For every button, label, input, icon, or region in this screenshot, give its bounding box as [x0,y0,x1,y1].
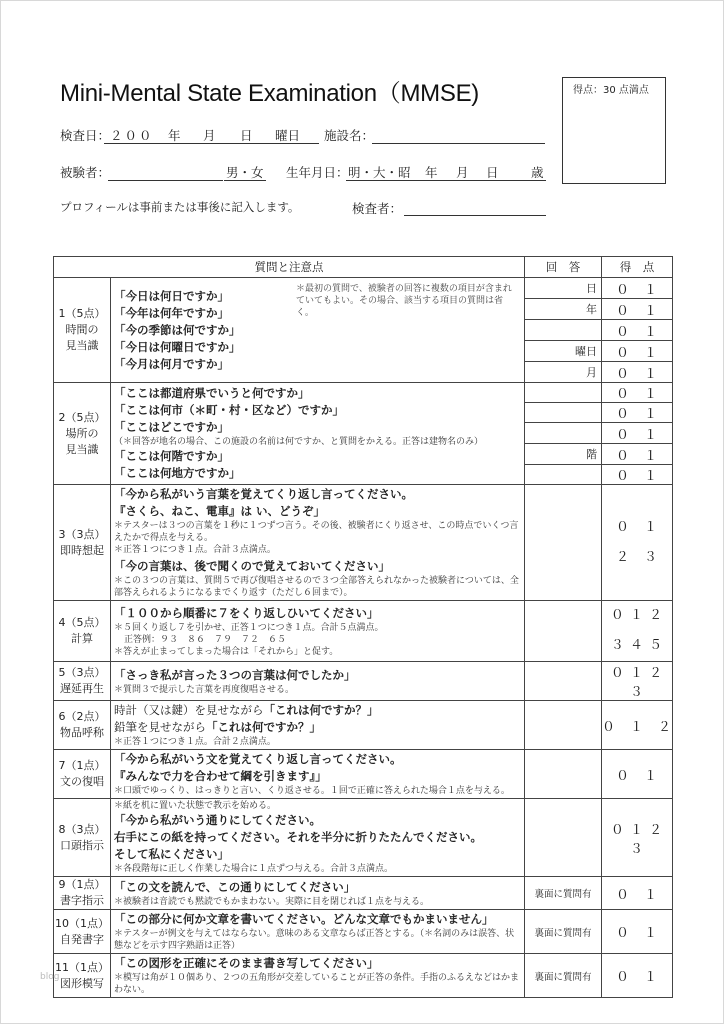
examiner-field[interactable] [404,215,546,216]
answer-naming[interactable] [525,701,602,750]
sec2-note: （＊回答が地名の場合、この施設の名前は何ですか、と質問をかえる。正答は建物名のみ） [114,437,484,447]
sec2-name2: 見当識 [65,442,99,456]
score-naming[interactable]: ０ １ ２ [602,701,673,750]
exam-date-year: ２００ [110,128,154,143]
sec10-num: 10（1点） [55,916,109,930]
question-read: 「この文を読んで、この通りにしてください」 [114,879,356,894]
question-city: 「ここは何市（＊町・村・区など）ですか」 [114,403,344,417]
score-season[interactable]: ０ １ [602,320,673,341]
question-pencil-ask: 「これは何ですか？」 [206,720,321,734]
question-command-steps: 右手にこの紙を持ってください。それを半分に折りたたんでください。 [114,830,482,844]
score-place[interactable]: ０ １ [602,423,673,444]
sec1-name2: 見当識 [65,339,99,352]
facility-field[interactable] [372,143,545,144]
score-month[interactable]: ０ １ [602,362,673,383]
sec5-questions [111,662,525,701]
sec4-note2: ＊答えが止まってしまった場合は「それから」と促す。 [114,646,339,657]
score-serial7-row1: ０ １ ２ [610,608,664,623]
question-command-intro: 「今から私がいう通りにしてください。 [114,813,321,827]
score-serial7-row2: ３ ４ ５ [610,638,664,653]
sec2-label [54,383,111,485]
sec1-num: 1（5点） [58,307,106,320]
answer-floor[interactable]: 階 [525,444,602,465]
sec3-label [54,485,111,601]
score-year[interactable]: ０ １ [602,299,673,320]
question-day: 「今日は何日ですか」 [114,288,229,303]
sex-underline [224,180,266,181]
question-watch-ask: 「これは何ですか？」 [263,703,379,717]
score-region[interactable]: ０ １ [602,465,673,485]
question-region: 「ここは何地方ですか」 [114,466,241,480]
score-write[interactable]: ０ １ [602,910,673,954]
mmse-table [53,256,673,998]
sec4-example: 正答例：９３ ８６ ７９ ７２ ６５ [124,634,287,645]
month-label: 月 [203,128,216,143]
score-recall[interactable]: ０ １ ２ ３ [602,662,673,701]
sec1-note: ＊最初の質問で、被験者の回答に複数の項目が含まれていてもよい。その場合、該当する項目の質問は省く。 [296,284,512,318]
question-remember: 「今の言葉は、後で聞くので覚えておいてください」 [114,559,390,573]
sec8-note1: ＊紙を机に置いた状態で教示を始める。 [114,801,277,811]
sec9-num: 9（1点） [58,878,106,891]
question-serial7: 「１００から順番に７をくり返しひいてください」 [114,605,379,620]
sec5-name: 遅延再生 [60,682,104,695]
sec11-label [54,954,111,998]
score-read[interactable]: ０ １ [602,877,673,910]
score-serial7[interactable] [602,601,673,662]
birth-label: 生年月日： [286,165,349,180]
sec1-questions [111,278,525,383]
sec6-note: ＊正答１つにつき１点。合計２点満点。 [114,737,276,747]
score-command[interactable]: ０ １ ２ ３ [602,799,673,877]
score-copy[interactable]: ０ １ [602,954,673,998]
answer-year[interactable]: 年 [525,299,602,320]
question-floor: 「ここは何階ですか」 [114,449,229,463]
sec10-name: 自発書字 [60,932,104,946]
sec8-questions [111,799,525,877]
sec4-note1: ＊５回くり返し７を引かせ、正答１つにつき１点。合計５点満点。 [114,622,384,633]
sec5-label [54,662,111,701]
exam-date-field[interactable] [104,143,319,144]
sec7-num: 7（1点） [58,759,106,772]
answer-command[interactable] [525,799,602,877]
birth-month-label: 月 [456,165,469,180]
examiner-label: 検査者： [352,201,403,216]
sex-options[interactable]: 男・女 [226,165,264,180]
answer-repeat[interactable] [525,750,602,799]
question-words: 『さくら、ねこ、電車』は い、どうぞ」 [114,504,326,518]
sec8-name: 口頭指示 [60,838,104,852]
answer-month[interactable]: 月 [525,362,602,383]
watermark: blog [40,972,60,982]
answer-read[interactable]: 裏面に質問有 [525,877,602,910]
question-month: 「今月は何月ですか」 [114,356,229,371]
sec2-questions [111,383,525,485]
header-score: 得 点 [602,257,673,278]
facility-label: 施設名： [324,128,375,143]
sec11-questions [111,954,525,998]
sec6-questions [111,701,525,750]
sec2-num: 2（5点） [58,410,106,424]
sec6-num: 6（2点） [58,710,106,723]
score-registration-row1: ０ １ [615,519,658,535]
sec3-name: 即時想起 [60,543,104,557]
birth-day-label: 日 [486,165,499,180]
subject-label: 被験者： [60,165,111,180]
sec4-name: 計算 [71,632,93,645]
question-recall: 「さっき私が言った３つの言葉は何でしたか」 [114,667,356,682]
score-registration[interactable] [602,485,673,601]
score-box-label: 得点：30 点満点 [573,85,649,96]
sec3-note3: ＊この３つの言葉は、質問５で再び復唱させるので３つ全部答えられなかった被験者については、全部答えられるようになるまでくり返す（ただし６回まで）。 [114,576,519,598]
sec4-label [54,601,111,662]
question-prefecture: 「ここは都道府県でいうと何ですか」 [114,386,310,400]
score-repeat[interactable]: ０ １ [602,750,673,799]
sec10-label [54,910,111,954]
sec8-note2: ＊各段階毎に正しく作業した場合に１点ずつ与える。合計３点満点。 [114,864,394,874]
sec1-label [54,278,111,383]
day-label: 日 [240,128,253,143]
sec11-num: 11（1点） [55,960,109,974]
page-title: Mini-Mental State Examination（MMSE) [60,80,479,107]
question-pencil [114,719,521,736]
era-options[interactable]: 明・大・昭 [348,165,411,180]
sec3-questions [111,485,525,601]
answer-city[interactable] [525,403,602,423]
sec7-questions [111,750,525,799]
score-city[interactable]: ０ １ [602,403,673,423]
question-copy: 「この図形を正確にそのまま書き写してください」 [114,956,379,970]
answer-season[interactable] [525,320,602,341]
question-year: 「今年は何年ですか」 [114,305,229,320]
question-repeat-intro: 「今から私がいう文を覚えてくり返し言ってください。 [114,752,402,766]
answer-serial7[interactable] [525,601,602,662]
question-repeat-sentence: 『みんなで力を合わせて綱を引きます』」 [114,769,327,783]
sec7-name: 文の復唱 [60,775,104,788]
question-watch-action: 時計（又は鍵）を見せながら [114,703,264,717]
score-floor[interactable]: ０ １ [602,444,673,465]
profile-note: プロフィールは事前または事後に記入します。 [60,200,300,214]
header-question: 質問と注意点 [54,257,525,278]
sec3-num: 3（3点） [58,527,106,541]
header-answer: 回 答 [525,257,602,278]
sec7-label [54,750,111,799]
question-pencil-action: 鉛筆を見せながら [114,720,206,734]
answer-recall[interactable] [525,662,602,701]
sec3-note2: ＊正答１つにつき１点。合計３点満点。 [114,545,276,555]
answer-copy[interactable]: 裏面に質問有 [525,954,602,998]
sec11-note: ＊模写は角が１０個あり、２つの五角形が交差していることが正答の条件。手指のふるえなどはかまわない。 [114,973,520,995]
total-score-box[interactable] [562,77,666,184]
answer-day[interactable]: 日 [525,278,602,299]
question-season: 「今の季節は何ですか」 [114,322,241,337]
sec4-questions [111,601,525,662]
sec8-label [54,799,111,877]
sec8-num: 8（3点） [58,822,106,836]
age-label: 歳 [531,165,544,180]
birth-date-field[interactable] [346,180,546,181]
sec4-num: 4（5点） [58,616,106,629]
sec11-name: 図形模写 [60,976,104,990]
score-weekday[interactable]: ０ １ [602,341,673,362]
sec10-questions [111,910,525,954]
sec5-num: 5（3点） [58,666,106,679]
sec3-note1: ＊テスターは３つの言葉を１秒に１つずつ言う。その後、被験者にくり返させ、この時点でいくつ言えたかで得点を与える。 [114,521,519,543]
sec9-questions [111,877,525,910]
birth-year-label: 年 [425,165,438,180]
question-watch [114,702,521,719]
question-weekday: 「今日は何曜日ですか」 [114,339,241,354]
sec9-label [54,877,111,910]
answer-prefecture[interactable] [525,383,602,403]
subject-name-field[interactable] [108,180,223,181]
sec1-name1: 時間の [65,323,99,336]
year-label: 年 [168,128,181,143]
weekday-label: 曜日 [275,128,301,143]
question-command-end: そして私にください」 [114,847,229,861]
answer-region[interactable] [525,465,602,485]
question-write: 「この部分に何か文章を書いてください。どんな文章でもかまいません」 [114,912,494,926]
sec2-name1: 場所の [65,426,99,440]
sec5-note: ＊質問３で提示した言葉を再度復唱させる。 [114,684,295,695]
sec7-note: ＊口頭でゆっくり、はっきりと言い、くり返させる。１回で正確に答えられた場合１点を与える。 [114,786,510,796]
sec6-name: 物品呼称 [60,726,104,739]
sec9-name: 書字指示 [60,894,104,907]
question-words-intro: 「今から私がいう言葉を覚えてくり返し言ってください。 [114,487,413,501]
sec9-note: ＊被験者は音読でも黙読でもかまわない。実際に目を閉じれば１点を与える。 [114,896,430,907]
answer-write[interactable]: 裏面に質問有 [525,910,602,954]
sec10-note: ＊テスターが例文を与えてはならない。意味のある文章ならば正答とする。（＊名詞のみは誤答、状態などを示す四字熟語は正答） [114,929,515,951]
answer-registration[interactable] [525,485,602,601]
score-day[interactable]: ０ １ [602,278,673,299]
exam-date-label: 検査日： [60,128,111,143]
score-prefecture[interactable]: ０ １ [602,383,673,403]
answer-weekday[interactable]: 曜日 [525,341,602,362]
score-registration-row2: ２ ３ [615,549,658,565]
sec6-label [54,701,111,750]
answer-place[interactable] [525,423,602,444]
question-place: 「ここはどこですか」 [114,420,229,434]
